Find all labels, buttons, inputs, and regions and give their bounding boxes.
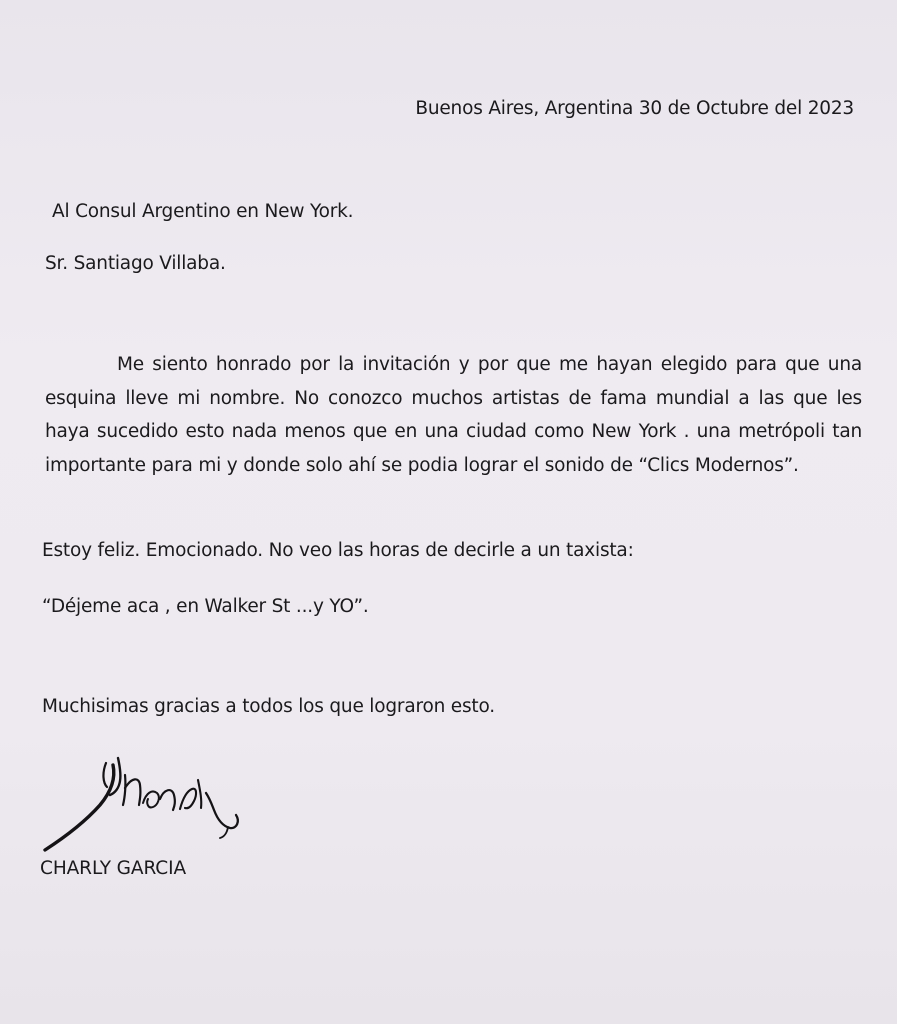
signer-name: CHARLY GARCIA [40,858,187,879]
date-line: Buenos Aires, Argentina 30 de Octubre del 2023 [415,98,854,119]
recipient-line-consul: Al Consul Argentino en New York. [52,201,354,222]
body-paragraph-text: Me siento honrado por la invitación y por que me hayan elegido para que una esquina lleve mi nombre. No conozco muchos artistas de fama mundial a las que les haya sucedido esto nada menos que en una ciudad como New York . una metrópoli tan importante para mi y donde solo ahí se podia lograr el sonido de “Clics Modernos”. [45,354,862,476]
thanks-line: Muchisimas gracias a todos los que lograron esto. [42,696,495,717]
recipient-line-name: Sr. Santiago Villaba. [45,253,226,274]
handwritten-signature [40,755,255,855]
quote-line: “Déjeme aca , en Walker St ...y YO”. [42,596,369,617]
emotion-line: Estoy feliz. Emocionado. No veo las horas de decirle a un taxista: [42,540,634,561]
body-paragraph [45,348,862,482]
